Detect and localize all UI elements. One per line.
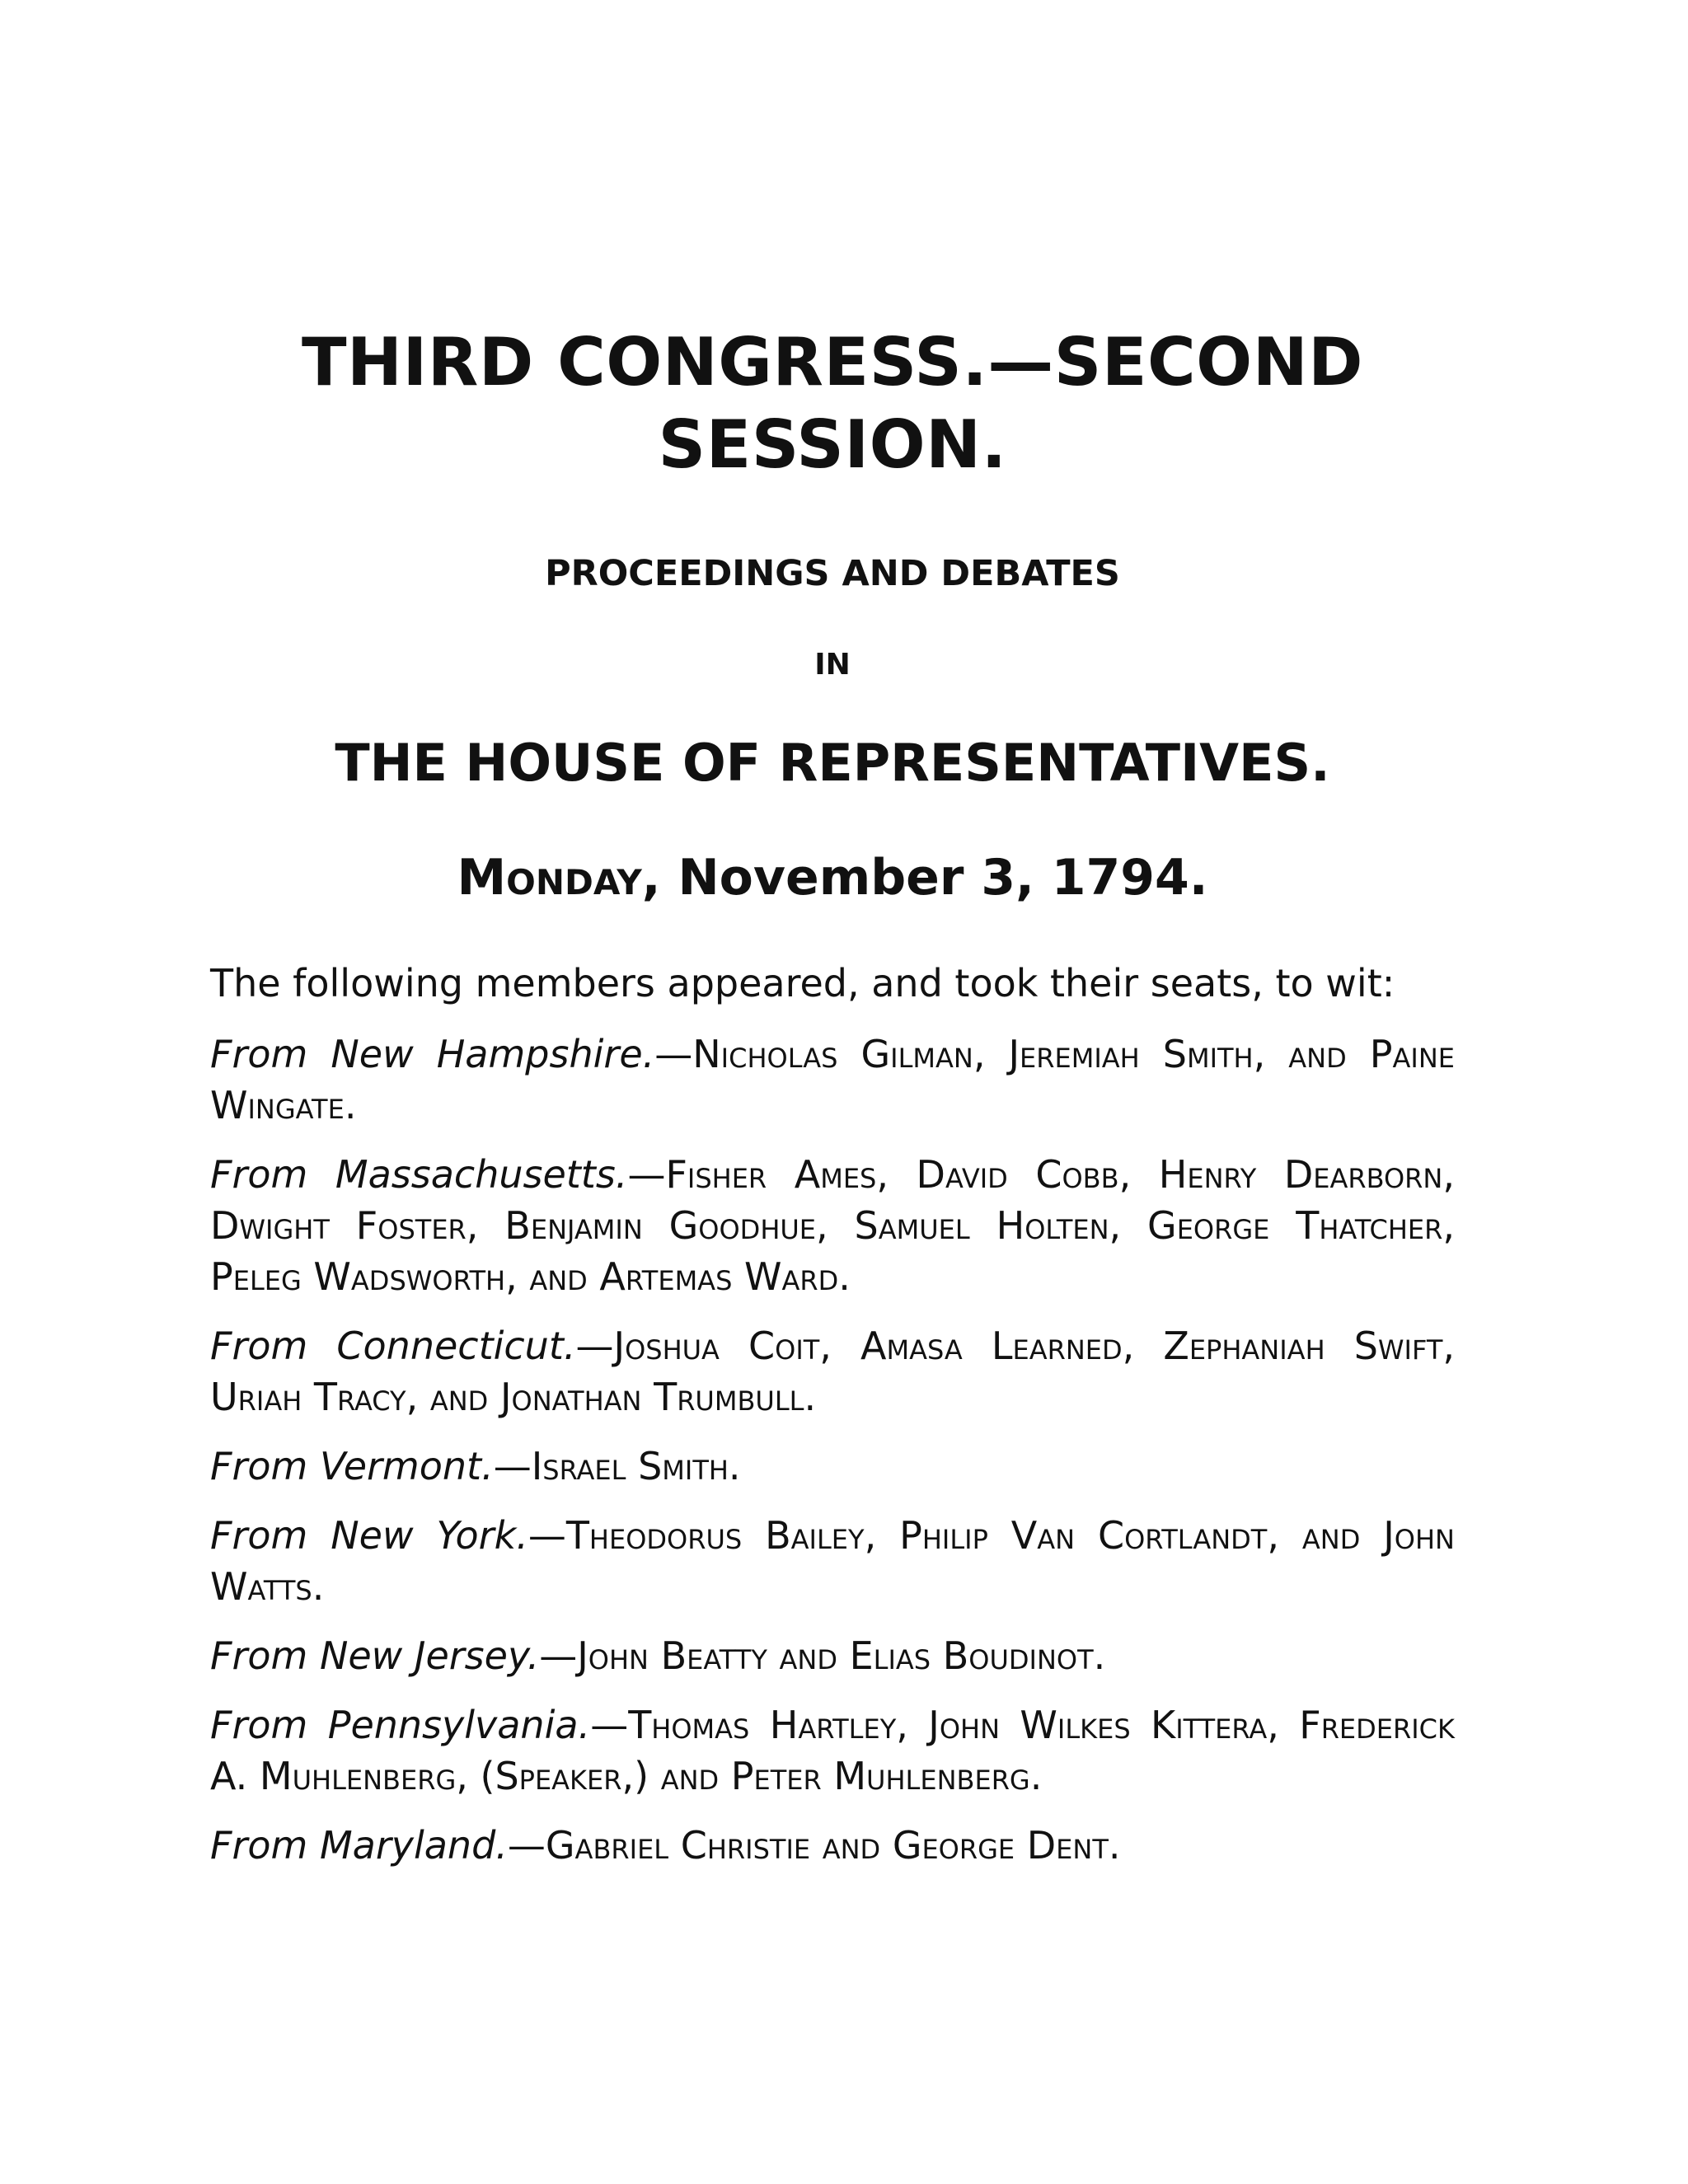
title-line-1: THIRD CONGRESS.—SECOND — [301, 324, 1364, 401]
delegation-state: From Maryland. — [210, 1823, 508, 1868]
delegation-members: —Fisher Ames, David Cobb, Henry Dearborn, Dwight Foster, Benjamin Goodhue, Samuel Holten, George Thatcher, Peleg Wadsworth, and Artemas Ward. — [210, 1152, 1455, 1299]
delegation-members: —Israel Smith. — [493, 1444, 741, 1488]
session-date — [210, 847, 1455, 908]
delegation-state: From New Hampshire. — [210, 1032, 655, 1076]
delegation-paragraph — [210, 1441, 1455, 1492]
delegation-members: —Thomas Hartley, John Wilkes Kittera, Frederick A. Muhlenberg, (Speaker,) and Peter Muhlenberg. — [210, 1703, 1456, 1798]
delegation-paragraph — [210, 1149, 1455, 1302]
intro-paragraph: The following members appeared, and took their seats, to wit: — [210, 961, 1395, 1005]
delegation-state: From Vermont. — [210, 1444, 494, 1488]
delegation-paragraph — [210, 1699, 1455, 1802]
subtitle-in: IN — [814, 648, 851, 682]
delegation-paragraph — [210, 1510, 1455, 1612]
subtitle: PROCEEDINGS AND DEBATES — [545, 553, 1120, 594]
delegation-paragraph — [210, 1630, 1455, 1681]
house-heading: THE HOUSE OF REPRESENTATIVES. — [335, 733, 1330, 793]
delegation-state: From Massachusetts. — [210, 1152, 628, 1197]
delegation-members: —Theodorus Bailey, Philip Van Cortlandt, and John Watts. — [210, 1513, 1455, 1609]
session-date-text: , November 3, 1794. — [641, 849, 1208, 907]
delegation-members: —John Beatty and Elias Boudinot. — [539, 1633, 1106, 1678]
delegation-paragraph — [210, 1820, 1455, 1871]
session-day: Monday — [457, 849, 642, 907]
delegation-state: From Pennsylvania. — [210, 1703, 591, 1747]
delegation-state: From Connecticut. — [210, 1324, 576, 1368]
title-line-2: SESSION. — [658, 406, 1007, 483]
delegation-state: From New York. — [210, 1513, 528, 1558]
document-page — [210, 321, 1455, 1889]
page-title — [210, 321, 1455, 486]
delegation-paragraph — [210, 1320, 1455, 1422]
delegation-members: —Nicholas Gilman, Jeremiah Smith, and Paine Wingate. — [210, 1032, 1455, 1127]
delegation-state: From New Jersey. — [210, 1633, 540, 1678]
delegation-members: —Gabriel Christie and George Dent. — [507, 1823, 1121, 1868]
delegation-members: —Joshua Coit, Amasa Learned, Zephaniah Swift, Uriah Tracy, and Jonathan Trumbull. — [210, 1324, 1455, 1419]
delegation-paragraph — [210, 1029, 1455, 1131]
